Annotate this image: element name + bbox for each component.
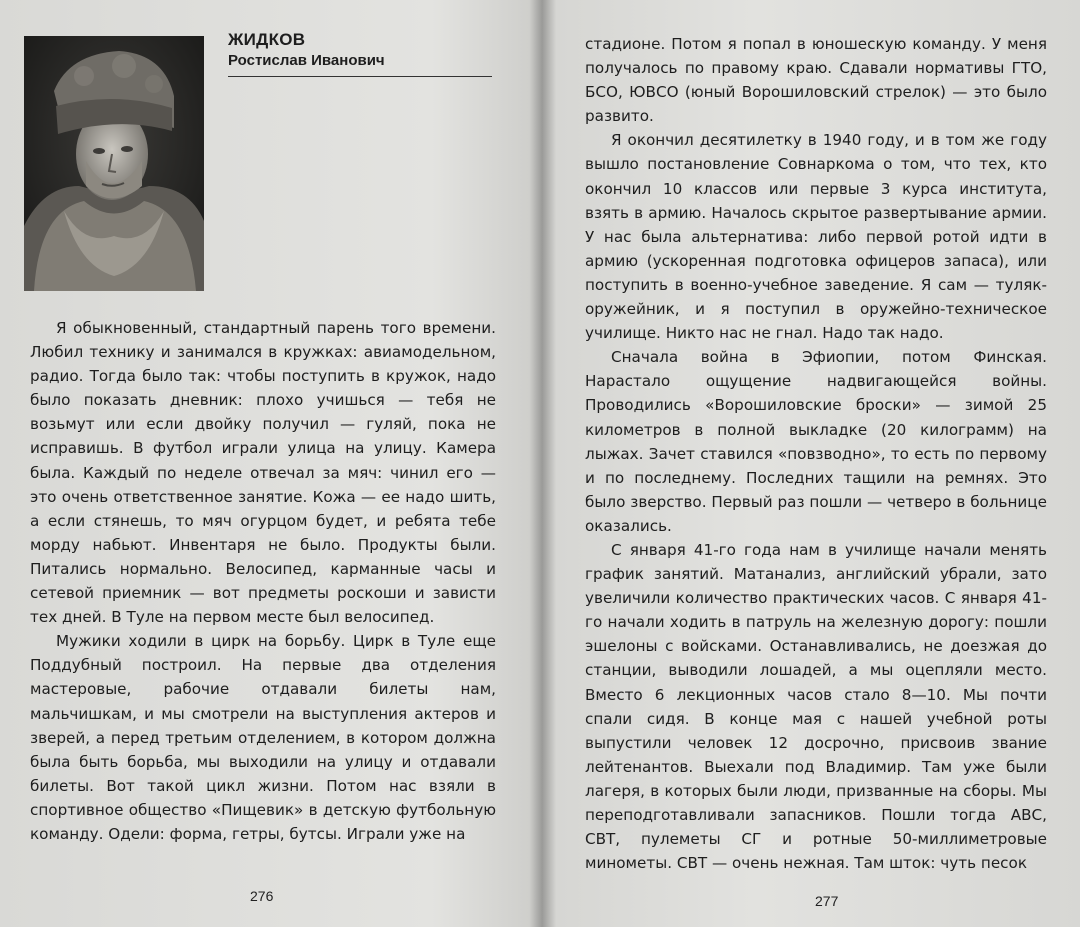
paragraph: Я обыкновенный, стандартный парень того времени. Любил технику и занимался в кружках: авиамодельном, радио. Тогда было так: чтобы поступить в кружок, надо было показать дневник: плохо учишься — тебя не возьмут или если двойку получил — гуляй, пока не исправишь. В футбол играли улица на улицу. Камера была. Каждый по неделе отвечал за мяч: чинил его — это очень ответственное занятие. Кожа — ее надо шить, а если стянешь, то мяч огурцом будет, и ребята тебе морду набьют. Инвентаря не было. Продукты были. Питались нормально. Велосипед, карманные часы и сетевой приемник — вот предметы роскоши и зависти тех дней. В Туле на первом месте был велосипед. — [30, 319, 496, 627]
left-body-text — [30, 316, 496, 846]
paragraph: Сначала война в Эфиопии, потом Финская. Нарастало ощущение надвигающейся войны. Проводились «Ворошиловские броски» — зимой 25 километров в полной выкладке (20 килограмм) на лыжах. Зачет ставился «повзводно», то есть по первому и по последнему. Последних тащили на ремнях. Это было зверство. Первый раз пошли — четверо в больнице оказались. — [585, 348, 1047, 535]
paragraph: С января 41-го года нам в училище начали менять график занятий. Матанализ, английский убрали, зато увеличили количество практических часов. С января 41-го начали ходить в патруль на железную дорогу: пошли эшелоны с войсками. Останавливались, не доезжая до станции, выводили лошадей, а мы оцепляли место. Вместо 6 лекционных часов стало 8—10. Мы почти спали сидя. В конце мая с нашей учебной роты выпустили человек 12 досрочно, присвоив звание лейтенантов. Выехали под Владимир. Там уже были лагеря, в которых были люди, призванные на сборы. Мы переподготавливали запасников. Пошли тогда АВС, СВТ, пулеметы СГ и ротные 50-миллиметровые минометы. СВТ — очень нежная. Там шток: чуть песок — [585, 540, 1047, 873]
author-first-patronymic: Ростислав Иванович — [228, 52, 385, 69]
heading-rule — [228, 76, 492, 77]
paragraph: Мужики ходили в цирк на борьбу. Цирк в Туле еще Поддубный построил. На первые два отделения мастеровые, рабочие отдавали билеты нам, мальчишкам, и мы смотрели на выступления актеров и зверей, а перед третьим отделением, в котором должна была быть борьба, мы выходили на улицу и отдавали билеты. Вот такой цикл жизни. Потом нас взяли в спортивное общество «Пищевик» в детскую футбольную команду. Одели: форма, гетры, бутсы. Играли уже на — [30, 632, 496, 843]
page-number-right: 277 — [815, 893, 839, 909]
paragraph: Я окончил десятилетку в 1940 году, и в том же году вышло постановление Совнаркома о том, что тех, кто окончил 10 классов или первые 3 курса института, взять в армию. Началось скрытое развертывание армии. У нас была альтернатива: либо первой ротой идти в армию (ускоренная подготовка офицеров запаса), или поступить в военно-учебное заведение. Я сам — туляк-оружейник, и я поступил в оружейно-техническое училище. Никто нас не гнал. Надо так надо. — [585, 131, 1047, 343]
author-surname: ЖИДКОВ — [228, 30, 306, 49]
page-number-left: 276 — [250, 888, 274, 904]
portrait-photo — [24, 36, 204, 291]
portrait-image — [24, 36, 204, 291]
right-body-text — [585, 32, 1047, 875]
right-page — [545, 0, 1080, 927]
author-heading — [228, 30, 492, 77]
paragraph: стадионе. Потом я попал в юношескую команду. У меня получалось по правому краю. Сдавали нормативы ГТО, БСО, ЮВСО (юный Ворошиловский стрелок) — это было развито. — [585, 35, 1047, 126]
